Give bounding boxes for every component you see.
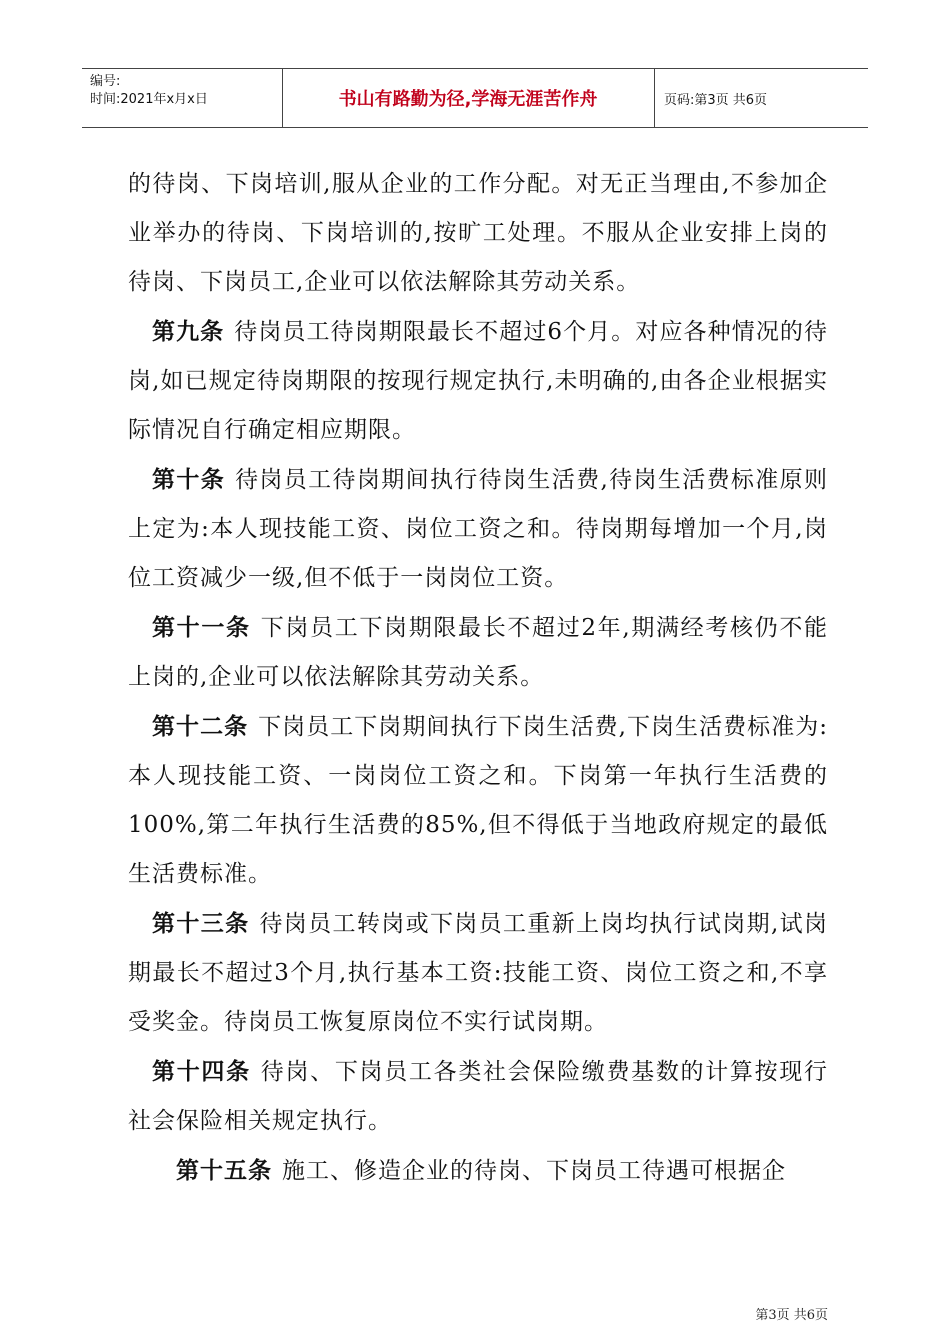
- article-number: 第十五条: [176, 1157, 272, 1184]
- paragraph: [128, 1047, 828, 1146]
- paragraph: [128, 160, 828, 307]
- paragraph-text: 待岗员工待岗期间执行待岗生活费,待岗生活费标准原则上定为:本人现技能工资、岗位工资之和。待岗期每增加一个月,岗位工资减少一级,但不低于一岗岗位工资。: [128, 467, 829, 591]
- header-meta: [90, 73, 280, 109]
- paragraph: [128, 307, 828, 455]
- paragraph-text: 待岗、下岗员工各类社会保险缴费基数的计算按现行社会保险相关规定执行。: [128, 1059, 829, 1134]
- paragraph-text: 施工、修造企业的待岗、下岗员工待遇可根据企: [282, 1158, 786, 1184]
- article-number: 第九条: [152, 318, 225, 345]
- article-number: 第十三条: [152, 910, 250, 937]
- document-body: [128, 160, 828, 1196]
- article-number: 第十二条: [152, 713, 249, 740]
- page-footer: 第3页 共6页: [755, 1308, 828, 1323]
- header-motto: 书山有路勤为径,学海无涯苦作舟: [338, 89, 598, 110]
- paragraph-text: 下岗员工下岗期间执行下岗生活费,下岗生活费标准为:本人现技能工资、一岗岗位工资之和。下岗第一年执行生活费的100%,第二年执行生活费的85%,但不得低于当地政府规定的最低生活费标准。: [128, 714, 829, 887]
- document-number-label: 编号:: [90, 74, 121, 89]
- header-page-info: 页码:第3页 共6页: [664, 92, 768, 108]
- paragraph: [128, 455, 828, 603]
- article-number: 第十条: [152, 466, 226, 493]
- paragraph-text: 的待岗、下岗培训,服从企业的工作分配。对无正当理由,不参加企业举办的待岗、下岗培训的,按旷工处理。不服从企业安排上岗的待岗、下岗员工,企业可以依法解除其劳动关系。: [128, 171, 828, 295]
- document-header: [82, 68, 868, 128]
- header-divider: [654, 69, 655, 127]
- paragraph: [128, 603, 828, 702]
- paragraph-text: 下岗员工下岗期限最长不超过2年,期满经考核仍不能上岗的,企业可以依法解除其劳动关系。: [128, 615, 829, 690]
- paragraph: [128, 1146, 828, 1196]
- paragraph-text: 待岗员工转岗或下岗员工重新上岗均执行试岗期,试岗期最长不超过3个月,执行基本工资:技能工资、岗位工资之和,不享受奖金。待岗员工恢复原岗位不实行试岗期。: [128, 911, 829, 1035]
- document-date: 时间:2021年x月x日: [90, 92, 208, 107]
- article-number: 第十四条: [152, 1058, 251, 1085]
- paragraph: [128, 899, 828, 1047]
- paragraph: [128, 702, 828, 899]
- paragraph-text: 待岗员工待岗期限最长不超过6个月。对应各种情况的待岗,如已规定待岗期限的按现行规定执行,未明确的,由各企业根据实际情况自行确定相应期限。: [128, 319, 828, 443]
- article-number: 第十一条: [152, 614, 251, 641]
